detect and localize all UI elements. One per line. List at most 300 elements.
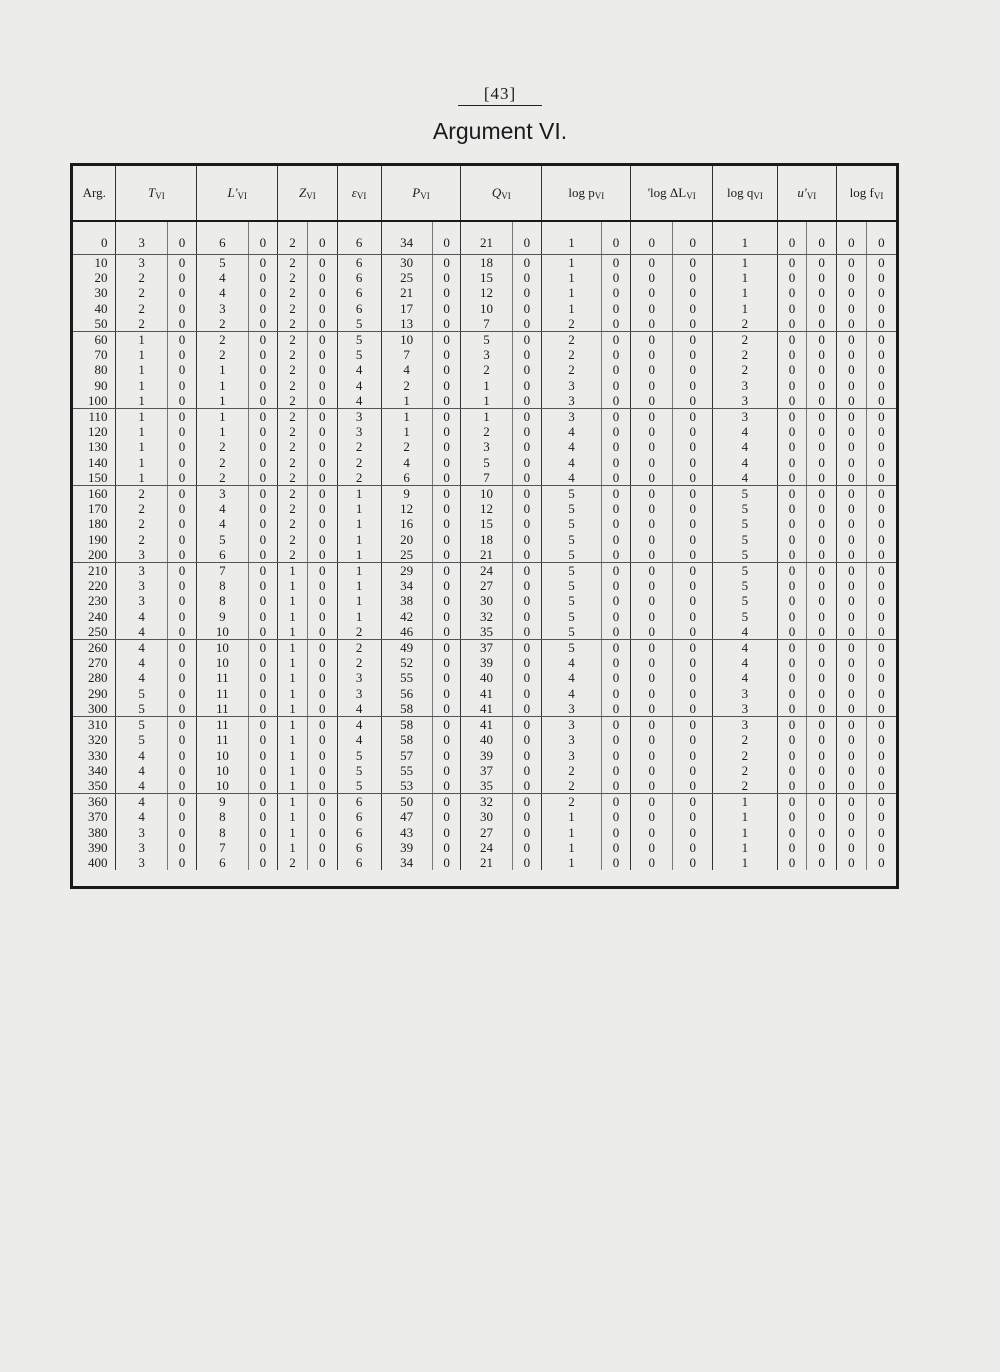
- value-cell: 0: [807, 778, 837, 794]
- value-cell: 0: [167, 748, 197, 763]
- value-cell: 56: [381, 686, 432, 701]
- value-cell: 3: [713, 717, 777, 733]
- value-cell: 0: [167, 378, 197, 393]
- value-cell: 0: [167, 763, 197, 778]
- value-cell: 0: [631, 732, 673, 747]
- value-cell: 0: [807, 378, 837, 393]
- value-cell: 6: [337, 855, 381, 870]
- spacer-cell: [432, 221, 461, 232]
- value-cell: 0: [248, 825, 278, 840]
- value-cell: 5: [542, 624, 601, 640]
- value-cell: 38: [381, 593, 432, 608]
- value-cell: 0: [307, 563, 337, 579]
- column-header-log-delta-l: [631, 166, 713, 221]
- value-cell: 5: [713, 486, 777, 502]
- column-header-label: L': [227, 185, 238, 200]
- value-cell: 0: [878, 732, 885, 748]
- value-cell: 0: [807, 516, 837, 531]
- value-cell: 0: [601, 748, 631, 763]
- value-cell: 0: [866, 393, 896, 409]
- value-cell: 0: [631, 809, 673, 824]
- value-cell: 0: [432, 809, 461, 824]
- value-cell: 3: [116, 593, 167, 608]
- value-cell: 0: [807, 547, 837, 563]
- value-cell: 0: [307, 439, 337, 454]
- argument-cell: 190: [73, 532, 116, 547]
- value-cell: 0: [512, 362, 542, 377]
- value-cell: 1: [116, 332, 167, 348]
- spacer-cell: [673, 221, 713, 232]
- table-row: [73, 486, 896, 502]
- value-cell: 0: [673, 455, 713, 470]
- value-cell: 0: [836, 825, 866, 840]
- value-cell: 6: [337, 232, 381, 255]
- value-cell: 1: [713, 255, 777, 271]
- table-row: [73, 393, 896, 409]
- value-cell: 39: [381, 840, 432, 855]
- value-cell: 0: [878, 717, 885, 733]
- value-cell: 5: [337, 778, 381, 794]
- value-cell: 0: [878, 747, 885, 763]
- value-cell: 0: [777, 516, 807, 531]
- value-cell: 0: [432, 378, 461, 393]
- value-cell: 3: [713, 686, 777, 701]
- value-cell: 2: [278, 455, 308, 470]
- value-cell: 4: [116, 794, 167, 810]
- value-cell: 0: [167, 516, 197, 531]
- value-cell: 0: [512, 640, 542, 656]
- value-cell: 0: [432, 439, 461, 454]
- value-cell: 0: [673, 763, 713, 778]
- value-cell: 0: [248, 763, 278, 778]
- value-cell: 0: [248, 748, 278, 763]
- value-cell: 0: [432, 393, 461, 409]
- value-cell: 0: [601, 470, 631, 486]
- value-cell: 3: [337, 686, 381, 701]
- value-cell: 0: [432, 285, 461, 300]
- value-cell: 35: [461, 624, 512, 640]
- spacer-cell: [307, 221, 337, 232]
- column-header-t: [116, 166, 197, 221]
- value-cell: 0: [432, 593, 461, 608]
- value-cell: 2: [337, 624, 381, 640]
- value-cell: 5: [542, 486, 601, 502]
- value-cell: 0: [307, 270, 337, 285]
- value-cell: 0: [601, 516, 631, 531]
- value-cell: 0: [673, 748, 713, 763]
- value-cell: 0: [432, 670, 461, 685]
- value-cell: 0: [807, 316, 837, 332]
- value-cell: 1: [713, 840, 777, 855]
- value-cell: 0: [248, 362, 278, 377]
- value-cell: 25: [381, 547, 432, 563]
- column-header-subscript: VI: [873, 191, 884, 201]
- value-cell: 1: [337, 501, 381, 516]
- value-cell: 0: [512, 455, 542, 470]
- value-cell: 2: [713, 362, 777, 377]
- value-cell: 5: [461, 455, 512, 470]
- value-cell: 4: [337, 393, 381, 409]
- argument-cell: 250: [73, 624, 116, 640]
- value-cell: 0: [836, 732, 866, 747]
- value-cell: 0: [777, 301, 807, 316]
- value-cell: 0: [807, 748, 837, 763]
- value-cell: 0: [432, 624, 461, 640]
- table-row: [73, 624, 896, 640]
- value-cell: 0: [307, 840, 337, 855]
- value-cell: 0: [866, 778, 896, 794]
- value-cell: 58: [381, 717, 432, 733]
- value-cell: 0: [878, 347, 885, 363]
- argument-cell: 310: [73, 717, 116, 733]
- value-cell: 0: [807, 701, 837, 717]
- value-cell: 4: [197, 270, 248, 285]
- table-row: [73, 840, 896, 855]
- value-cell: 0: [777, 825, 807, 840]
- value-cell: 0: [807, 270, 837, 285]
- value-cell: 5: [542, 516, 601, 531]
- value-cell: 0: [673, 332, 713, 348]
- value-cell: 0: [432, 778, 461, 794]
- value-cell: 2: [542, 362, 601, 377]
- value-cell: 0: [807, 332, 837, 348]
- value-cell: 0: [807, 455, 837, 470]
- argument-cell: 370: [73, 809, 116, 824]
- spacer-cell: [197, 221, 248, 232]
- value-cell: 0: [307, 393, 337, 409]
- page-title: Argument VI.: [432, 118, 568, 144]
- value-cell: 0: [631, 717, 673, 733]
- page-number: [43]: [0, 84, 1000, 106]
- value-cell: 0: [512, 748, 542, 763]
- column-header-u-prime: [777, 166, 836, 221]
- value-cell: 9: [381, 486, 432, 502]
- value-cell: 6: [381, 470, 432, 486]
- table-row: [73, 593, 896, 608]
- value-cell: 15: [461, 516, 512, 531]
- value-cell: 0: [836, 516, 866, 531]
- value-cell: 0: [836, 424, 866, 439]
- table-row: [73, 270, 896, 285]
- value-cell: 5: [542, 578, 601, 593]
- table-row: [73, 825, 896, 840]
- value-cell: 0: [601, 855, 631, 870]
- value-cell: 1: [542, 840, 601, 855]
- value-cell: 2: [116, 285, 167, 300]
- value-cell: 0: [601, 532, 631, 547]
- value-cell: 0: [167, 393, 197, 409]
- value-cell: 2: [278, 270, 308, 285]
- value-cell: 0: [512, 393, 542, 409]
- table-row: [73, 347, 896, 362]
- value-cell: 10: [197, 624, 248, 640]
- value-cell: 0: [673, 670, 713, 685]
- value-cell: 0: [512, 547, 542, 563]
- table-row: [73, 686, 896, 701]
- value-cell: 0: [807, 855, 837, 870]
- value-cell: 0: [777, 255, 807, 271]
- value-cell: 41: [461, 686, 512, 701]
- value-cell: 0: [512, 855, 542, 870]
- value-cell: 4: [713, 439, 777, 454]
- value-cell: 0: [807, 655, 837, 670]
- table-row: [73, 285, 896, 300]
- value-cell: 0: [307, 362, 337, 377]
- value-cell: 0: [432, 486, 461, 502]
- value-cell: 4: [713, 655, 777, 670]
- value-cell: 1: [542, 825, 601, 840]
- value-cell: 5: [542, 593, 601, 608]
- value-cell: 2: [337, 640, 381, 656]
- value-cell: 0: [631, 232, 673, 255]
- value-cell: 0: [631, 470, 673, 486]
- value-cell: 1: [278, 624, 308, 640]
- value-cell: 0: [673, 516, 713, 531]
- value-cell: 5: [713, 501, 777, 516]
- value-cell: 10: [197, 748, 248, 763]
- value-cell: 1: [542, 855, 601, 870]
- argument-cell: 220: [73, 578, 116, 593]
- value-cell: 0: [878, 332, 885, 348]
- value-cell: 1: [542, 255, 601, 271]
- value-cell: 0: [601, 378, 631, 393]
- value-cell: 0: [807, 301, 837, 316]
- spacer-cell: [777, 221, 807, 232]
- value-cell: 0: [432, 470, 461, 486]
- value-cell: 5: [713, 563, 777, 579]
- value-cell: 10: [197, 655, 248, 670]
- value-cell: 0: [307, 232, 337, 255]
- value-cell: 3: [116, 825, 167, 840]
- value-cell: 0: [512, 578, 542, 593]
- value-cell: 0: [601, 686, 631, 701]
- argument-cell: 200: [73, 547, 116, 563]
- value-cell: 0: [512, 501, 542, 516]
- value-cell: 0: [307, 316, 337, 332]
- value-cell: 0: [167, 501, 197, 516]
- value-cell: 0: [631, 840, 673, 855]
- column-header-label: log f: [849, 185, 874, 200]
- value-cell: 8: [197, 578, 248, 593]
- value-cell: 0: [777, 748, 807, 763]
- value-cell: 0: [512, 332, 542, 348]
- value-cell: 0: [307, 624, 337, 640]
- value-cell: 6: [197, 547, 248, 563]
- value-cell: 2: [278, 547, 308, 563]
- value-cell: 0: [307, 778, 337, 794]
- value-cell: 0: [673, 532, 713, 547]
- value-cell: 2: [542, 794, 601, 810]
- argument-cell: 360: [73, 794, 116, 810]
- value-cell: 4: [197, 501, 248, 516]
- value-cell: 0: [836, 362, 866, 377]
- value-cell: 10: [197, 640, 248, 656]
- table-row: [73, 470, 896, 486]
- value-cell: 2: [278, 332, 308, 348]
- spacer-cell: [601, 221, 631, 232]
- value-cell: 0: [878, 531, 885, 547]
- value-cell: 0: [167, 840, 197, 855]
- value-cell: 0: [777, 409, 807, 425]
- value-cell: 0: [432, 763, 461, 778]
- value-cell: 0: [432, 270, 461, 285]
- column-header-l-prime: [197, 166, 278, 221]
- value-cell: 0: [631, 301, 673, 316]
- value-cell: 3: [542, 717, 601, 733]
- value-cell: 2: [116, 301, 167, 316]
- value-cell: 4: [116, 640, 167, 656]
- value-cell: 0: [248, 332, 278, 348]
- value-cell: 0: [836, 409, 866, 425]
- spacer-cell: [461, 221, 512, 232]
- spacer-cell: [278, 221, 308, 232]
- value-cell: 6: [337, 840, 381, 855]
- value-cell: 0: [631, 593, 673, 608]
- value-cell: 0: [878, 762, 885, 778]
- value-cell: 11: [197, 686, 248, 701]
- value-cell: 0: [512, 763, 542, 778]
- value-cell: 1: [337, 563, 381, 579]
- value-cell: 0: [601, 624, 631, 640]
- value-cell: 0: [777, 470, 807, 486]
- value-cell: 3: [461, 439, 512, 454]
- value-cell: 0: [167, 717, 197, 733]
- value-cell: 0: [777, 778, 807, 794]
- value-cell: 0: [836, 670, 866, 685]
- value-cell: 0: [777, 285, 807, 300]
- argument-cell: 270: [73, 655, 116, 670]
- value-cell: 1: [381, 393, 432, 409]
- value-cell: 0: [432, 686, 461, 701]
- value-cell: 6: [337, 270, 381, 285]
- value-cell: 0: [673, 409, 713, 425]
- value-cell: 0: [807, 409, 837, 425]
- value-cell: 0: [878, 501, 885, 517]
- table-row: [73, 640, 896, 656]
- value-cell: 30: [461, 593, 512, 608]
- value-cell: 1: [542, 270, 601, 285]
- value-cell: 4: [337, 378, 381, 393]
- value-cell: 1: [381, 409, 432, 425]
- value-cell: 0: [248, 301, 278, 316]
- value-cell: 2: [461, 424, 512, 439]
- spacer-cell: [713, 221, 777, 232]
- value-cell: 3: [116, 563, 167, 579]
- value-cell: 1: [116, 378, 167, 393]
- table-row: [73, 563, 896, 579]
- value-cell: 0: [836, 470, 866, 486]
- value-cell: 3: [197, 301, 248, 316]
- value-cell: 2: [713, 778, 777, 794]
- value-cell: 0: [631, 486, 673, 502]
- value-cell: 0: [601, 778, 631, 794]
- value-cell: 40: [461, 670, 512, 685]
- value-cell: 2: [542, 332, 601, 348]
- value-cell: 0: [601, 547, 631, 563]
- value-cell: 0: [836, 439, 866, 454]
- value-cell: 0: [777, 362, 807, 377]
- value-cell: 0: [836, 763, 866, 778]
- value-cell: 0: [248, 270, 278, 285]
- argument-cell: 260: [73, 640, 116, 656]
- value-cell: 2: [197, 347, 248, 362]
- value-cell: 42: [381, 609, 432, 624]
- value-cell: 0: [836, 378, 866, 393]
- value-cell: 2: [713, 316, 777, 332]
- value-cell: 16: [381, 516, 432, 531]
- value-cell: 0: [248, 347, 278, 362]
- value-cell: 0: [601, 232, 631, 255]
- value-cell: 3: [116, 255, 167, 271]
- value-cell: 2: [278, 255, 308, 271]
- value-cell: 0: [777, 609, 807, 624]
- value-cell: 55: [381, 763, 432, 778]
- value-cell: 0: [601, 794, 631, 810]
- value-cell: 0: [777, 717, 807, 733]
- value-cell: 0: [878, 486, 885, 502]
- argument-cell: 70: [73, 347, 116, 362]
- value-cell: 0: [878, 578, 885, 594]
- value-cell: 0: [878, 824, 885, 840]
- value-cell: 0: [631, 609, 673, 624]
- value-cell: 0: [248, 717, 278, 733]
- value-cell: 0: [777, 624, 807, 640]
- column-header-subscript: VI: [420, 191, 430, 201]
- column-header-subscript: VI: [306, 191, 316, 201]
- column-header-arg: [73, 166, 116, 221]
- value-cell: 0: [512, 825, 542, 840]
- table-row: [73, 362, 896, 377]
- value-cell: 0: [777, 578, 807, 593]
- value-cell: 0: [167, 486, 197, 502]
- value-cell: 0: [673, 809, 713, 824]
- value-cell: 0: [836, 840, 866, 855]
- spacer-cell: [381, 221, 432, 232]
- value-cell: 7: [461, 470, 512, 486]
- value-cell: 0: [512, 347, 542, 362]
- value-cell: 0: [432, 825, 461, 840]
- value-cell: 0: [512, 732, 542, 747]
- column-header-subscript: VI: [155, 191, 165, 201]
- value-cell: 0: [307, 409, 337, 425]
- value-cell: 1: [713, 855, 777, 870]
- value-cell: 0: [878, 839, 885, 855]
- value-cell: 0: [777, 378, 807, 393]
- value-cell: 0: [512, 701, 542, 717]
- value-cell: 0: [512, 378, 542, 393]
- value-cell: 1: [197, 378, 248, 393]
- value-cell: 0: [836, 701, 866, 717]
- value-cell: 11: [197, 717, 248, 733]
- value-cell: 27: [461, 578, 512, 593]
- table-row: [73, 701, 896, 717]
- value-cell: 0: [673, 378, 713, 393]
- value-cell: 0: [512, 439, 542, 454]
- value-cell: 2: [278, 470, 308, 486]
- value-cell: 0: [631, 532, 673, 547]
- value-cell: 3: [713, 701, 777, 717]
- value-cell: 0: [631, 439, 673, 454]
- value-cell: 0: [836, 532, 866, 547]
- value-cell: 0: [512, 316, 542, 332]
- value-cell: 1: [278, 763, 308, 778]
- value-cell: 0: [673, 424, 713, 439]
- value-cell: 0: [673, 701, 713, 717]
- value-cell: 0: [307, 825, 337, 840]
- value-cell: 0: [878, 409, 885, 425]
- value-cell: 0: [777, 701, 807, 717]
- column-header-label: 'log ΔL: [647, 185, 687, 200]
